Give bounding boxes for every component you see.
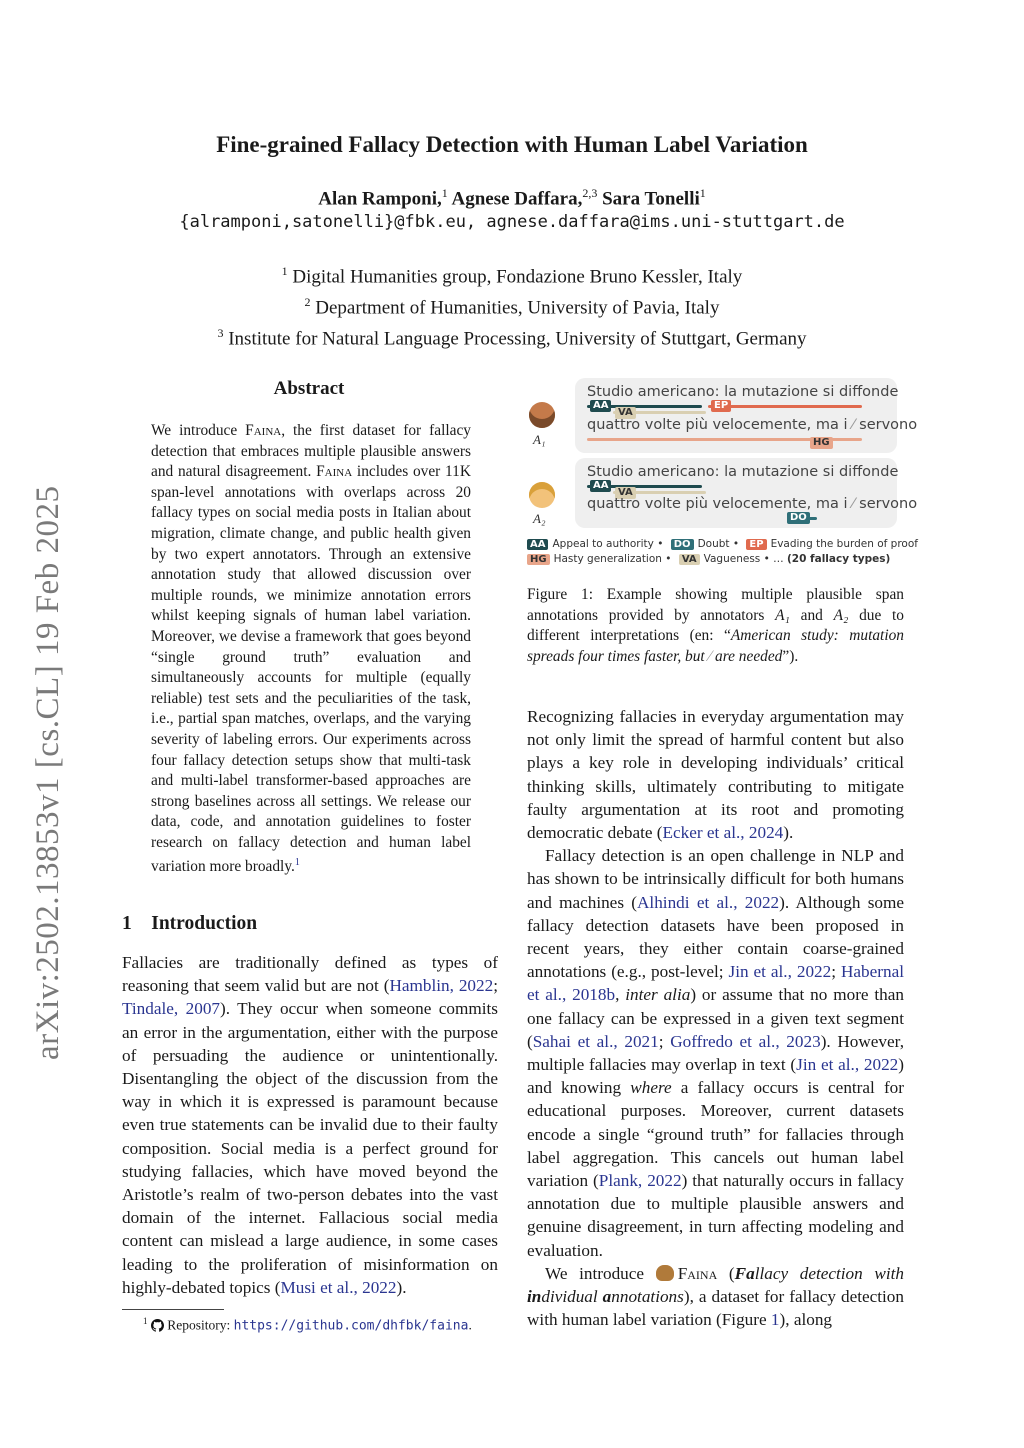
- intro-paragraph: [122, 951, 498, 1299]
- figure-1: [525, 372, 918, 572]
- footnote-text: .: [468, 1317, 472, 1333]
- section-heading: [122, 913, 257, 935]
- caption-text: American study: mutation spreads four times faster, but: [527, 627, 904, 665]
- caption-text: are needed: [711, 647, 783, 665]
- paragraph: [527, 1262, 904, 1332]
- paper-title: Fine-grained Fallacy Detection with Human Label Variation: [216, 132, 808, 157]
- sentence-line-2: [587, 417, 917, 433]
- body-text: dividual: [541, 1287, 603, 1307]
- affiliations: [0, 259, 1024, 351]
- footnote-mark: 1: [143, 1316, 148, 1326]
- body-text: ). Although some fallacy detection datasets have been proposed in recent years, they either contain coarse-grained annotations (e.g., post-level;: [527, 892, 904, 982]
- body-text: ) or assume that no more than one fallacy can be expressed in a given text segment (: [527, 985, 904, 1051]
- span-ep: [708, 405, 862, 408]
- section-number: 1: [122, 913, 132, 934]
- arxiv-identifier: arXiv:2502.13853v1 [cs.CL] 19 Feb 2025: [30, 485, 66, 1060]
- body-text: in: [527, 1287, 542, 1307]
- figure-legend: AA Appeal to authority • DO Doubt • EP Evading the burden of proof HG Hasty generalization • VA Vagueness • … (20 fallacy types): [527, 538, 918, 565]
- caption-text: ”).: [782, 647, 799, 665]
- body-text: inter alia: [625, 985, 691, 1005]
- legend-tag-ep: EP: [746, 539, 766, 550]
- body-text: Fa: [734, 1263, 755, 1283]
- citation-link[interactable]: Habernal et al., 2018b: [527, 962, 904, 1005]
- body-text: ;: [658, 1031, 671, 1051]
- caption-text: Example showing multiple plausible span annotations provided by annotators: [527, 586, 904, 624]
- footnote-link[interactable]: 1: [294, 857, 300, 869]
- body-text: ). They occur when someone commits an error in the argumentation, either with the purpose of persuading the audience or unintentionally. Disentangling the object of the discussion from the way in which it is expressed is paramount because even true statements can be invalid due to their faulty composition. Social media is a perfect ground for studying fallacies, which have moved beyond the Aristotle’s realm of two-person debates into the vast domain of the internet. Fallacious social media content can mislead a large audience, in some cases leading to the proliferation of misinformation on highly-debated topics (: [122, 999, 498, 1297]
- body-text: llacy detection with: [754, 1263, 904, 1283]
- figure-caption: [527, 585, 904, 667]
- affil-mark: 3: [217, 325, 224, 340]
- tag-va: VA: [615, 407, 636, 419]
- author-name: Agnese Daffara,: [451, 188, 583, 210]
- tag-hg: HG: [810, 437, 833, 449]
- syringe-icon: ⁄: [852, 496, 855, 512]
- body-text: ), a dataset for fallacy detection with human label variation (Figure: [527, 1287, 904, 1330]
- legend-label: Vagueness: [703, 553, 761, 565]
- body-text: ) that naturally occurs in fallacy annotation due to multiple plausible answers and genuine disagreement, in turn affecting modeling and evaluation.: [527, 1171, 904, 1260]
- affil-mark: 2: [304, 294, 311, 309]
- annotator-1-label: A₁: [533, 432, 546, 447]
- body-text: ). However, multiple fallacies may overlap in text (: [527, 1031, 904, 1075]
- body-text: nnotations: [611, 1287, 684, 1307]
- caption-label: Figure 1:: [527, 586, 593, 603]
- legend-label: Hasty generalization: [553, 553, 662, 565]
- affiliation: Digital Humanities group, Fondazione Bruno Kessler, Italy: [292, 266, 743, 288]
- body-text: Fallacies are traditionally defined as types of reasoning that seem valid but are not (: [122, 953, 498, 996]
- sentence-line-2: [587, 496, 917, 512]
- citation-link[interactable]: Plank, 2022: [598, 1171, 682, 1191]
- citation-link[interactable]: 1: [770, 1310, 780, 1330]
- body-text: ,: [615, 985, 626, 1005]
- annotator-2-label: A₂: [533, 511, 546, 526]
- tag-aa: AA: [590, 480, 611, 492]
- legend-tag-va: VA: [679, 554, 700, 565]
- body-text: ).: [783, 823, 794, 843]
- tag-ep: EP: [711, 400, 731, 412]
- affil-mark: 1: [281, 264, 288, 278]
- body-text: (: [717, 1263, 735, 1283]
- legend-label: Doubt: [697, 538, 730, 550]
- body-text: ;: [493, 976, 498, 996]
- tag-do: DO: [787, 512, 810, 524]
- sentence-line-1: Studio americano: la mutazione si diffonde: [587, 464, 899, 480]
- body-text: ), along: [779, 1310, 833, 1330]
- tag-aa: AA: [590, 400, 611, 412]
- dataset-name: Faina: [316, 463, 353, 481]
- legend-label: (20 fallacy types): [786, 553, 891, 565]
- body-text: Fallacy detection is an open challenge in NLP and has shown to be intrinsically difficult for both humans and machines (: [527, 846, 904, 912]
- repository-link[interactable]: https://github.com/dhfbk/faina: [233, 1318, 469, 1334]
- body-text: ;: [831, 962, 841, 982]
- body-text: Recognizing fallacies in everyday argumentation may not only limit the spread of harmful content but also plays a key role in developing individuals’ critical thinking skills, ultimately contributing to mitigate faulty argumentation at its root and promoting democratic debate (: [527, 707, 904, 843]
- legend-label: Appeal to authority: [552, 538, 654, 550]
- dataset-name: Faina: [245, 422, 282, 439]
- caption-text: due to different interpretations (en: “: [527, 606, 905, 645]
- syringe-icon: ⁄: [852, 417, 855, 433]
- dataset-name: Faina: [677, 1263, 718, 1283]
- author-affil-mark: 2,3: [582, 186, 598, 200]
- author-name: Alan Ramponi,: [318, 188, 442, 210]
- paragraph: [527, 844, 904, 1262]
- author-emails: {alramponi,satonelli}@fbk.eu, agnese.daffara@ims.uni-stuttgart.de: [179, 212, 845, 232]
- footnote-rule: [122, 1309, 224, 1310]
- body-text: We introduce: [545, 1263, 656, 1283]
- citation-link[interactable]: Ecker et al., 2024: [662, 823, 784, 843]
- annotator-2-avatar-icon: [529, 482, 555, 508]
- abstract-text: We introduce: [151, 422, 246, 439]
- legend-label: …: [773, 553, 787, 565]
- citation-link[interactable]: Jin et al., 2022: [728, 962, 832, 982]
- author-list: [0, 186, 1024, 210]
- tag-va: VA: [615, 487, 636, 499]
- paragraph: [527, 705, 904, 844]
- body-text: ).: [396, 1277, 407, 1297]
- intro-right-column: [527, 705, 904, 1331]
- citation-link[interactable]: Goffredo et al., 2023: [670, 1031, 821, 1051]
- syringe-icon: ⁄: [708, 647, 712, 665]
- abstract-text: , the first dataset for fallacy detection that embraces multiple plausible answers and natural disagreement.: [151, 422, 471, 481]
- section-title: Introduction: [151, 913, 258, 934]
- footnote-text: Repository:: [167, 1317, 234, 1333]
- legend-tag-hg: HG: [527, 554, 550, 565]
- sentence-fragment: quattro volte più velocemente, ma i: [587, 417, 848, 433]
- abstract-heading: Abstract: [273, 378, 345, 399]
- caption-text: A₁: [775, 606, 790, 624]
- author-affil-mark: 1: [441, 186, 448, 200]
- abstract-body: [151, 421, 471, 878]
- affiliation: Institute for Natural Language Processing, University of Stuttgart, Germany: [228, 327, 807, 349]
- legend-tag-aa: AA: [527, 539, 548, 550]
- citation-link[interactable]: Sahai et al., 2021: [532, 1031, 659, 1051]
- sentence-line-1: Studio americano: la mutazione si diffonde: [587, 384, 899, 400]
- caption-text: A₂: [833, 606, 849, 624]
- annotator-1-avatar-icon: [529, 402, 555, 428]
- citation-link[interactable]: Tindale, 2007: [122, 999, 221, 1019]
- citation-link[interactable]: Jin et al., 2022: [796, 1055, 899, 1075]
- citation-link[interactable]: Alhindi et al., 2022: [637, 892, 780, 912]
- author-name: Sara Tonelli: [602, 188, 700, 210]
- body-text: ) and knowing: [527, 1055, 904, 1098]
- sentence-fragment: servono: [859, 417, 918, 433]
- footnote: [143, 1316, 472, 1334]
- citation-link[interactable]: Hamblin, 2022: [389, 976, 494, 996]
- abstract-text: includes over 11K span-level annotations with overlaps across 20 fallacy types on social media posts in Italian about migration, climate change, and public health given by two expert annotators. Through an extensive annotation study that allowed discussion over multiple rounds, we minimize annotation errors whilst keeping signals of human label variation. Moreover, we devise a framework that goes beyond “single ground truth” evaluation and simultaneously accounts for multiple (equally reliable) test sets and the peculiarities of the task, i.e., partial span matches, overlaps, and the varying severity of labeling errors. Our experiments across four fallacy detection setups show that multi-task and multi-label transformer-based approaches are strong baselines across all settings. We release our data, code, and annotation guidelines to foster research on fallacy detection and human label variation more broadly.: [151, 463, 471, 876]
- citation-link[interactable]: Musi et al., 2022: [280, 1277, 397, 1297]
- author-affil-mark: 1: [699, 186, 706, 200]
- caption-text: and: [789, 606, 834, 624]
- body-text: a fallacy occurs is central for educational purposes. Moreover, current datasets encode a single “ground truth” for fallacies through label aggregation. This cancels out human label variation (: [527, 1078, 904, 1191]
- body-text: a: [602, 1287, 612, 1307]
- faina-logo-icon: [656, 1265, 674, 1281]
- github-icon: [151, 1319, 164, 1332]
- affiliation: Department of Humanities, University of Pavia, Italy: [315, 297, 720, 319]
- sentence-fragment: servono: [859, 496, 918, 512]
- body-text: where: [630, 1078, 672, 1098]
- sentence-fragment: quattro volte più velocemente, ma i: [587, 496, 848, 512]
- legend-tag-do: DO: [671, 539, 694, 550]
- legend-label: Evading the burden of proof: [770, 538, 918, 550]
